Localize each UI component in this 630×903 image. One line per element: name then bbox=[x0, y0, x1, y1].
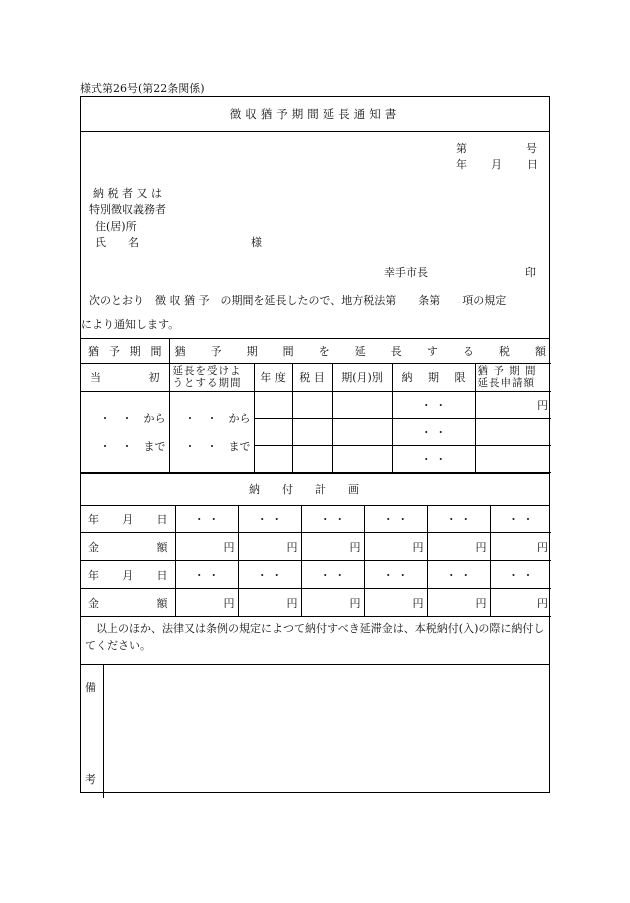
header-section bbox=[81, 132, 549, 339]
head-extended-tax: 猶 予 期 間 を 延 長 す る 税 額 bbox=[169, 339, 551, 363]
plan-amount-cell: 円 bbox=[490, 589, 551, 617]
honorific-sama: 様 bbox=[251, 236, 262, 249]
remarks-label-top: 備 bbox=[85, 681, 96, 694]
plan-amount-cell: 円 bbox=[301, 533, 364, 561]
plan-date-cell: ・ ・ bbox=[238, 506, 301, 533]
table-cell bbox=[292, 391, 332, 418]
table-cell bbox=[254, 418, 292, 445]
table-cell bbox=[332, 418, 392, 445]
form-number-caption: 様式第26号(第22条関係) bbox=[80, 82, 205, 95]
original-from: ・ ・ から bbox=[99, 411, 166, 425]
plan-amount-cell: 円 bbox=[364, 589, 427, 617]
plan-date-cell: ・ ・ bbox=[427, 561, 490, 589]
issuer-mayor: 幸手市長 bbox=[384, 266, 428, 279]
col-tax-item: 税 目 bbox=[292, 363, 332, 391]
amount-cell bbox=[475, 445, 551, 472]
plan-date-label: 年 月 日 bbox=[81, 506, 175, 533]
original-to: ・ ・ まで bbox=[99, 439, 166, 453]
amount-cell: 円 bbox=[475, 391, 551, 418]
plan-amount-label: 金 額 bbox=[81, 589, 175, 617]
table-cell bbox=[292, 445, 332, 472]
body-text-line1: 次のとおり 徴 収 猶 予 の期間を延長したので、地方税法第 条第 項の規定 bbox=[89, 294, 507, 307]
late-fee-note: 以上のほか、法律又は条例の規定によつて納付すべき延滞金は、本税納付(入)の際に納付してください。 bbox=[81, 617, 549, 665]
remarks-label-bottom: 考 bbox=[85, 773, 96, 786]
col-extension-amount: 猶 予 期 間 延長申請額 bbox=[475, 363, 551, 391]
col-extension-period: 延長を受けようとする期間 bbox=[169, 363, 254, 391]
plan-amount-cell: 円 bbox=[490, 533, 551, 561]
plan-amount-cell: 円 bbox=[238, 589, 301, 617]
table-cell bbox=[254, 391, 292, 418]
plan-date-cell: ・ ・ bbox=[490, 506, 551, 533]
table-cell bbox=[332, 391, 392, 418]
extension-to: ・ ・ まで bbox=[184, 439, 251, 453]
date-month: 月 bbox=[491, 158, 502, 171]
extension-from: ・ ・ から bbox=[184, 411, 251, 425]
plan-date-cell: ・ ・ bbox=[364, 561, 427, 589]
table-cell bbox=[254, 445, 292, 472]
payment-plan-table bbox=[81, 506, 551, 618]
col-due-date: 納 期 限 bbox=[392, 363, 475, 391]
taxpayer-label-2: 特別徴収義務者 bbox=[89, 203, 166, 216]
plan-amount-cell: 円 bbox=[364, 533, 427, 561]
body-text-line2: により通知します。 bbox=[81, 318, 180, 331]
col-term: 期(月)別 bbox=[332, 363, 392, 391]
plan-amount-cell: 円 bbox=[175, 533, 238, 561]
due-date-cell: ・ ・ bbox=[392, 445, 475, 472]
plan-date-label: 年 月 日 bbox=[81, 561, 175, 589]
doc-number-suffix: 号 bbox=[526, 142, 537, 155]
plan-date-cell: ・ ・ bbox=[301, 561, 364, 589]
form-title: 徴収猶予期間延長通知書 bbox=[81, 97, 549, 132]
extension-period-cell bbox=[169, 391, 254, 472]
name-label: 氏 名 bbox=[95, 236, 139, 249]
taxpayer-label-1: 納 税 者 又 は bbox=[93, 187, 162, 200]
notice-form bbox=[80, 96, 550, 793]
remarks-section bbox=[81, 665, 549, 798]
original-period-cell bbox=[81, 391, 169, 472]
plan-date-cell: ・ ・ bbox=[364, 506, 427, 533]
plan-date-cell: ・ ・ bbox=[175, 506, 238, 533]
col-original: 当 初 bbox=[81, 363, 169, 391]
plan-date-cell: ・ ・ bbox=[427, 506, 490, 533]
col-fiscal-year: 年 度 bbox=[254, 363, 292, 391]
due-date-cell: ・ ・ bbox=[392, 418, 475, 445]
deferral-table bbox=[81, 339, 551, 473]
amount-cell bbox=[475, 418, 551, 445]
remarks-label-column bbox=[81, 665, 104, 798]
plan-amount-cell: 円 bbox=[301, 589, 364, 617]
plan-date-cell: ・ ・ bbox=[490, 561, 551, 589]
address-label: 住(居)所 bbox=[95, 220, 137, 233]
plan-amount-cell: 円 bbox=[427, 589, 490, 617]
plan-amount-cell: 円 bbox=[427, 533, 490, 561]
plan-date-cell: ・ ・ bbox=[175, 561, 238, 589]
date-day: 日 bbox=[527, 158, 538, 171]
plan-amount-label: 金 額 bbox=[81, 533, 175, 561]
doc-number-prefix: 第 bbox=[456, 142, 467, 155]
payment-plan-title: 納付計画 bbox=[81, 473, 549, 506]
plan-amount-cell: 円 bbox=[175, 589, 238, 617]
seal-mark: 印 bbox=[525, 266, 536, 279]
plan-date-cell: ・ ・ bbox=[238, 561, 301, 589]
table-cell bbox=[332, 445, 392, 472]
head-period: 猶 予 期 間 bbox=[81, 339, 169, 363]
plan-amount-cell: 円 bbox=[238, 533, 301, 561]
due-date-cell: ・ ・ bbox=[392, 391, 475, 418]
table-cell bbox=[292, 418, 332, 445]
date-year: 年 bbox=[456, 158, 467, 171]
plan-date-cell: ・ ・ bbox=[301, 506, 364, 533]
